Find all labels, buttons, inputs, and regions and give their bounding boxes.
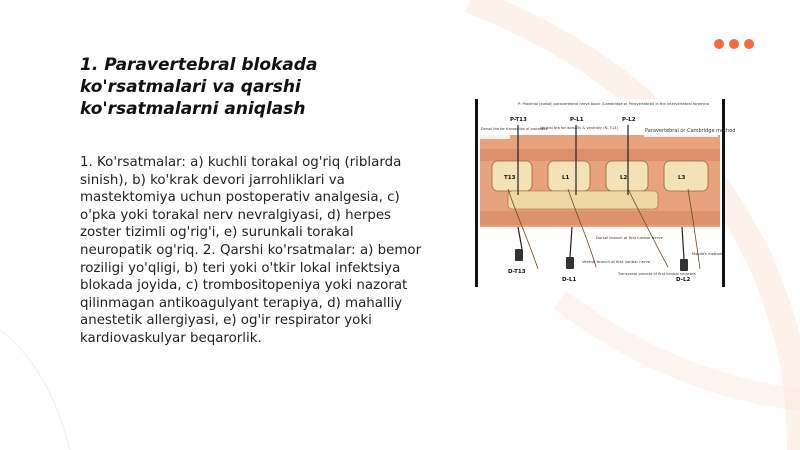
needle-label-bottom: D-L2 (676, 277, 691, 283)
vertebra-label: L3 (678, 175, 686, 181)
needle-label-top: P-T13 (510, 117, 527, 123)
accent-dot (744, 39, 754, 49)
vertebra-label: L2 (620, 175, 628, 181)
accent-dot (714, 39, 724, 49)
vertebra-label: T13 (504, 175, 516, 181)
accent-dots (714, 39, 754, 49)
decorative-arc-lower (560, 300, 800, 400)
slide-body-text: 1. Ko'rsatmalar: a) kuchli torakal og'riq (riblarda sinish), b) ko'krak devori jarrohliklari va mastektomiya uchun postoperativ analgesia, c) o'pka yoki torakal nerv nevralgiyasi, d) herpes zoster tizimli og'rig'i, e) surunkali torakal neuropatik og'riq. 2. Qarshi ko'rsatmalar: a) bemor roziligi yo'qligi, b) teri yoki o'tkir lokal infektsiya blokada joyida, c) trombositopeniya yoki nazorat qilinmagan antikoagulyant terapiya, d) mahalliy anestetik allergiyasi, e) og'ir respirator yoki kardiovaskulyar beqarorlik. (80, 155, 422, 346)
anatomy-figure-drawing (478, 99, 736, 287)
slide-title: 1. Paravertebral blokada ko'rsatmalari va qarshi ko'rsatmalarni aniqlash (80, 55, 318, 119)
figure-note-method: Paravertebral or Cambridge method (645, 128, 736, 134)
figure-note-ventral-branch: Ventral branch of first lumbar nerve (582, 259, 651, 264)
needle-label-top: P-L2 (622, 117, 636, 123)
decorative-arc-corner (0, 330, 70, 450)
figure-note-magda: Magda's method (692, 252, 722, 256)
figure-note-dorsal-branch: Dorsal branch of first lumbar nerve (596, 235, 663, 240)
needle-label-bottom: D-L1 (562, 277, 577, 283)
vertebra-label: L1 (562, 175, 570, 181)
figure-note-transverse: Transverse process of first lumbar vertebra (618, 272, 696, 276)
accent-dot (729, 39, 739, 49)
figure-note-dorsal: Dorsal line for transection of processes (481, 127, 548, 131)
figure-caption-line: P: Proximal (costal) paravertebral nerve block (Cambridge or Paravertebral) in the intervertebral foramina (518, 102, 709, 106)
anatomy-figure (475, 99, 736, 287)
figure-note-ventral: Ventral bra for dorsally & ventrally (N. T13) (540, 126, 618, 130)
needle-label-bottom: D-T13 (508, 269, 526, 275)
needle-label-top: P-L1 (570, 117, 584, 123)
